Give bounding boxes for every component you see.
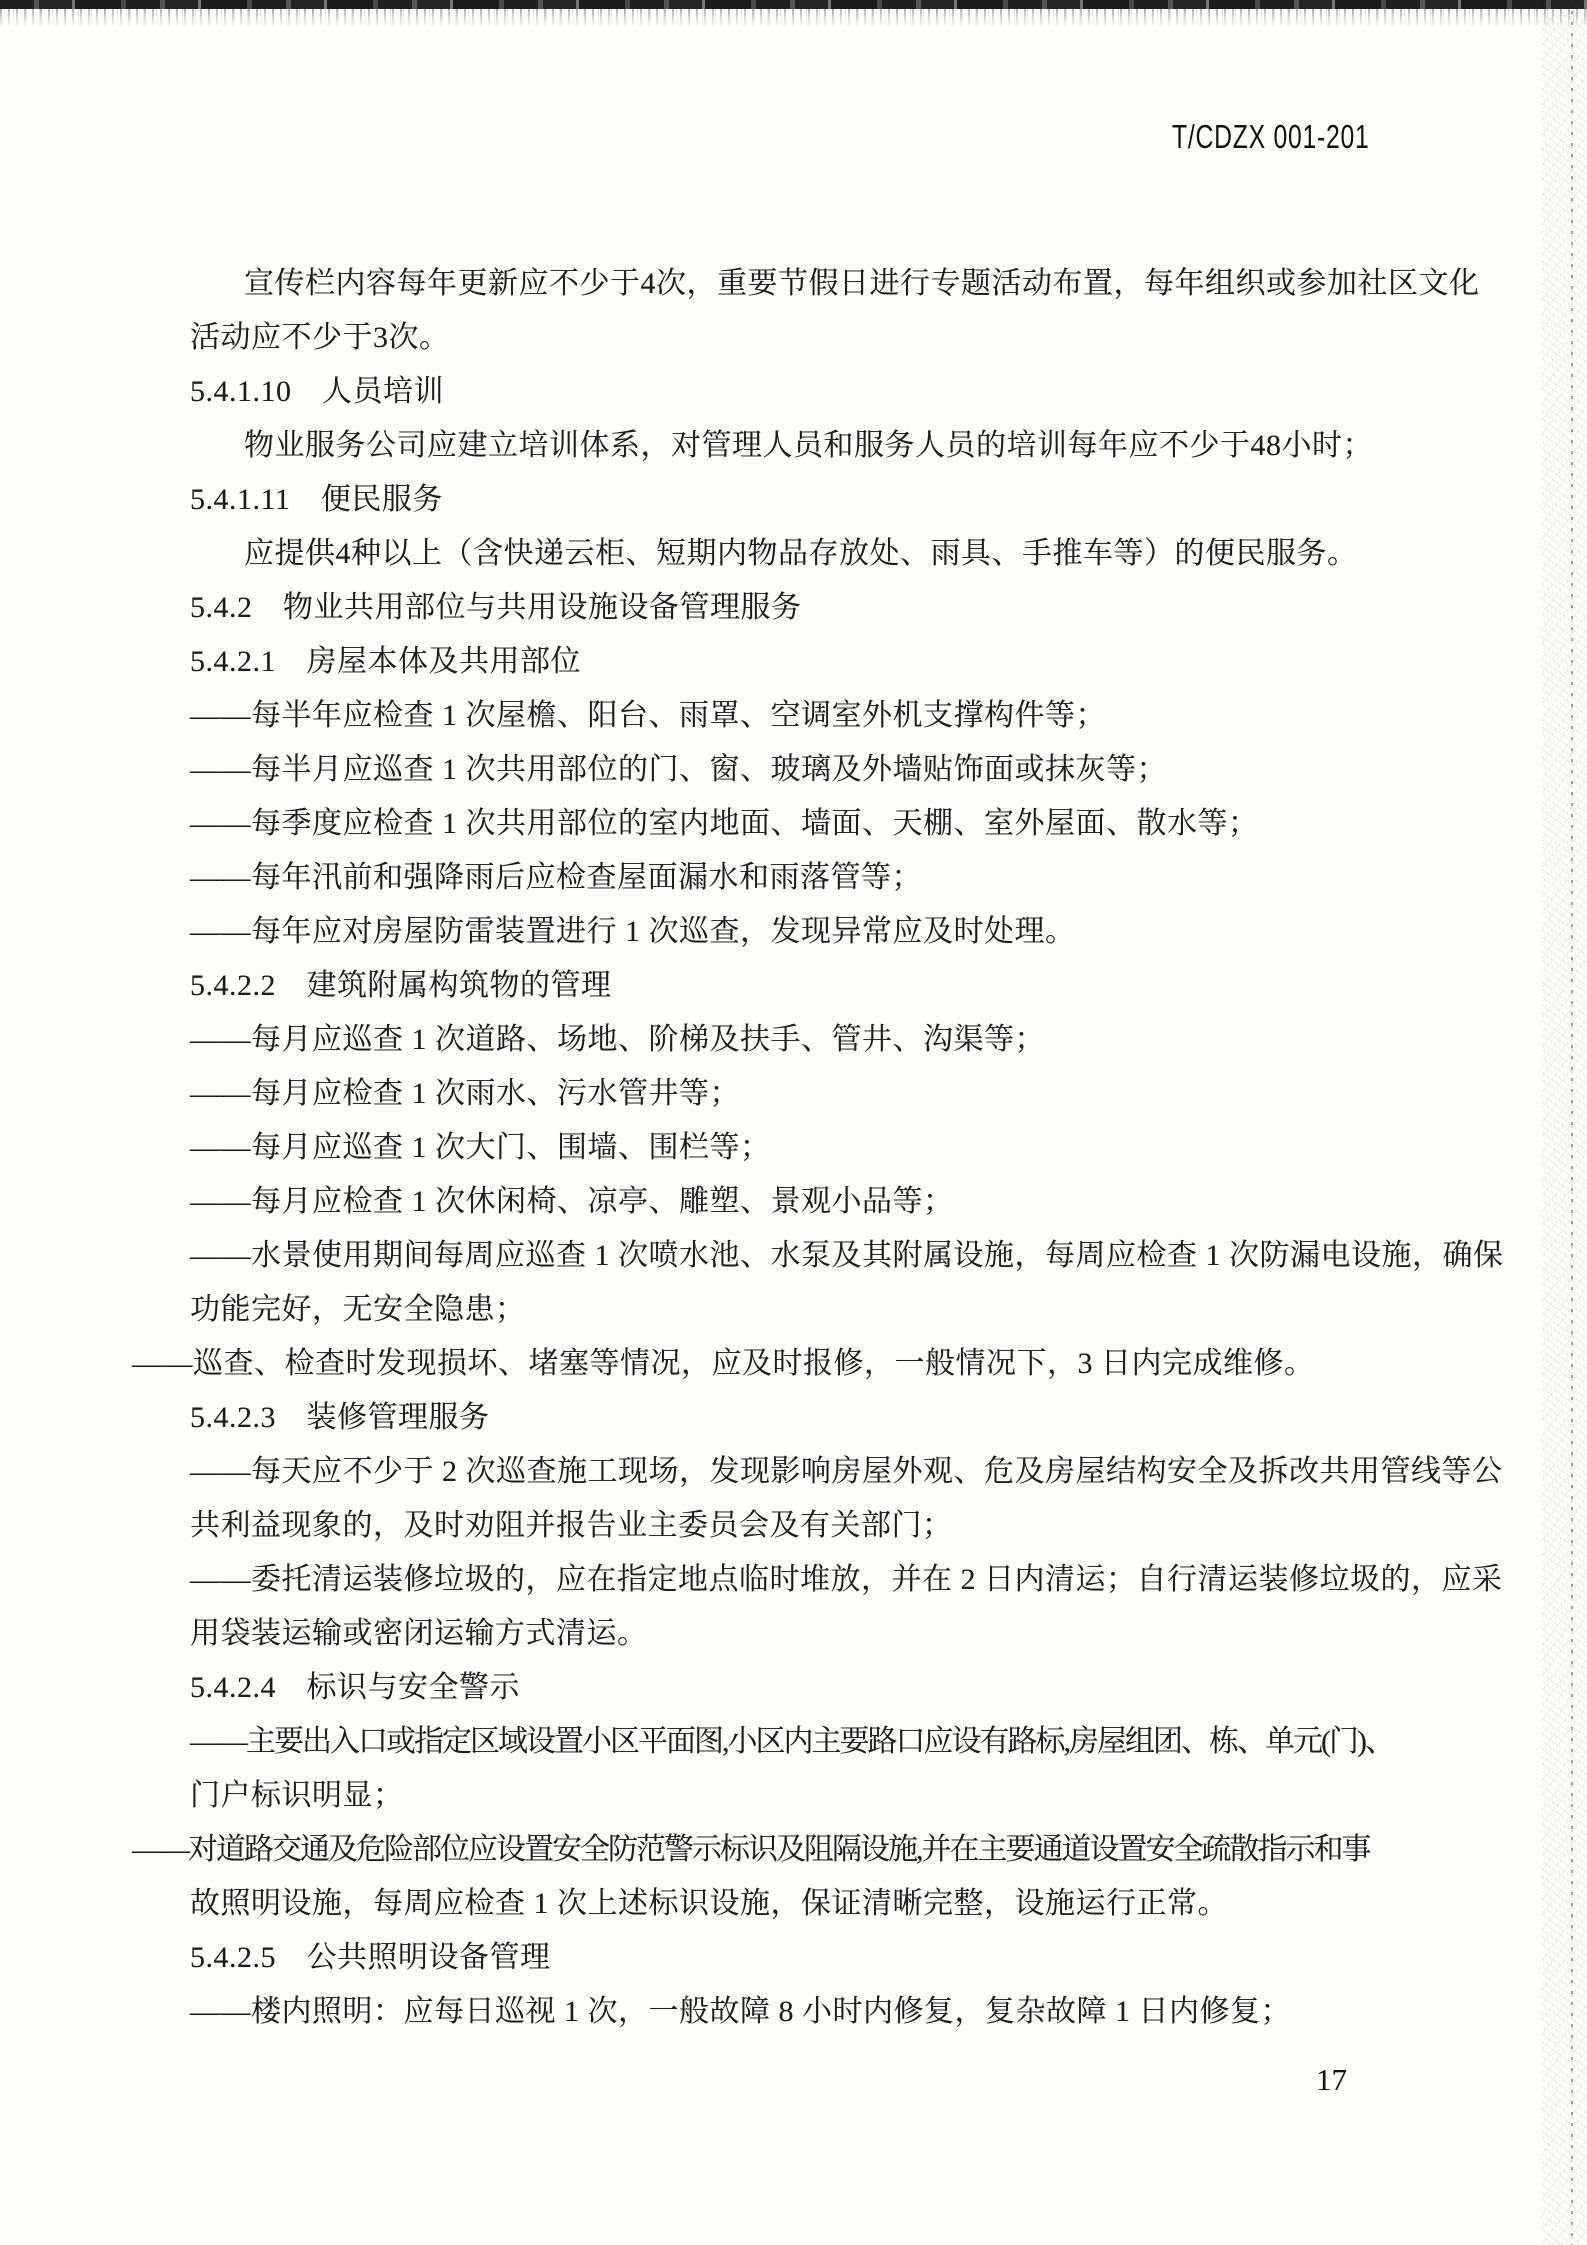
dash-item-line: ——每年汛前和强降雨后应检查屋面漏水和雨落管等；	[190, 861, 922, 894]
heading-5-4-2-4: 5.4.2.4 标识与安全警示	[190, 1671, 520, 1704]
dash-item-line: ——委托清运装修垃圾的，应在指定地点临时堆放，并在 2 日内清运；自行清运装修垃圾的，应采	[190, 1563, 1503, 1596]
heading-5-4-2-5: 5.4.2.5 公共照明设备管理	[190, 1941, 551, 1974]
dash-item-line: ——每月应检查 1 次休闲椅、凉亭、雕塑、景观小品等；	[190, 1185, 954, 1218]
dash-item-line: ——每月应巡查 1 次大门、围墙、围栏等；	[190, 1131, 771, 1164]
heading-5-4-2-1: 5.4.2.1 房屋本体及共用部位	[190, 645, 581, 678]
scan-artifact-top-edge	[0, 0, 1587, 9]
heading-5-4-1-11: 5.4.1.11 便民服务	[190, 483, 443, 516]
paragraph-line: 共利益现象的，及时劝阻并报告业主委员会及有关部门；	[190, 1509, 953, 1542]
dash-item-line: ——每天应不少于 2 次巡查施工现场，发现影响房屋外观、危及房屋结构安全及拆改共用管线等公	[190, 1455, 1503, 1488]
paragraph-line: 门户标识明显；	[190, 1779, 404, 1812]
dash-item-line: ——每半年应检查 1 次屋檐、阳台、雨罩、空调室外机支撑构件等；	[190, 699, 1106, 732]
paragraph-line: 物业服务公司应建立培训体系，对管理人员和服务人员的培训每年应不少于48小时；	[244, 429, 1373, 462]
dash-item-line: ——每年应对房屋防雷装置进行 1 次巡查，发现异常应及时处理。	[190, 915, 1076, 948]
page-number: 17	[1316, 2062, 1347, 2097]
dash-item-line: ——水景使用期间每周应巡查 1 次喷水池、水泵及其附属设施，每周应检查 1 次防漏电设施，确保	[190, 1239, 1504, 1272]
dash-item-line: ——每月应巡查 1 次道路、场地、阶梯及扶手、管井、沟渠等；	[190, 1023, 1045, 1056]
heading-5-4-2-2: 5.4.2.2 建筑附属构筑物的管理	[190, 969, 612, 1002]
dash-item-line: ——楼内照明：应每日巡视 1 次，一般故障 8 小时内修复，复杂故障 1 日内修复；	[190, 1995, 1291, 2028]
scan-artifact-right-edge-line	[1571, 0, 1573, 2245]
paragraph-line: 功能完好，无安全隐患；	[190, 1293, 526, 1326]
document-code-header: T/CDZX 001-201	[1172, 118, 1370, 155]
paragraph-line: 应提供4种以上（含快递云柜、短期内物品存放处、雨具、手推车等）的便民服务。	[244, 537, 1358, 570]
dash-item-line: ——主要出入口或指定区域设置小区平面图,小区内主要路口应设有路标,房屋组团、栋、单元(门)、	[190, 1725, 1393, 1758]
dash-item-line: ——每季度应检查 1 次共用部位的室内地面、墙面、天棚、室外屋面、散水等；	[190, 807, 1259, 840]
paragraph-line: 用袋装运输或密闭运输方式清运。	[190, 1617, 648, 1650]
dash-item-line: ——每半月应巡查 1 次共用部位的门、窗、玻璃及外墙贴饰面或抹灰等；	[190, 753, 1167, 786]
dash-item-line: ——每月应检查 1 次雨水、污水管井等；	[190, 1077, 740, 1110]
paragraph-line: 故照明设施，每周应检查 1 次上述标识设施，保证清晰完整，设施运行正常。	[190, 1887, 1228, 1920]
paragraph-line: 宣传栏内容每年更新应不少于4次，重要节假日进行专题活动布置，每年组织或参加社区文化	[244, 267, 1480, 300]
dash-item-line: ——巡查、检查时发现损坏、堵塞等情况，应及时报修，一般情况下，3 日内完成维修。	[132, 1347, 1315, 1380]
heading-5-4-2-3: 5.4.2.3 装修管理服务	[190, 1401, 490, 1434]
dash-item-line: ——对道路交通及危险部位应设置安全防范警示标识及阻隔设施,并在主要通道设置安全疏散指示和事	[132, 1833, 1370, 1866]
scan-artifact-top-hatch	[0, 9, 1587, 27]
heading-5-4-1-10: 5.4.1.10 人员培训	[190, 375, 444, 408]
paragraph-line: 活动应不少于3次。	[190, 321, 450, 354]
scan-artifact-right-speckle	[1542, 0, 1587, 2245]
heading-5-4-2: 5.4.2 物业共用部位与共用设施设备管理服务	[190, 591, 802, 624]
